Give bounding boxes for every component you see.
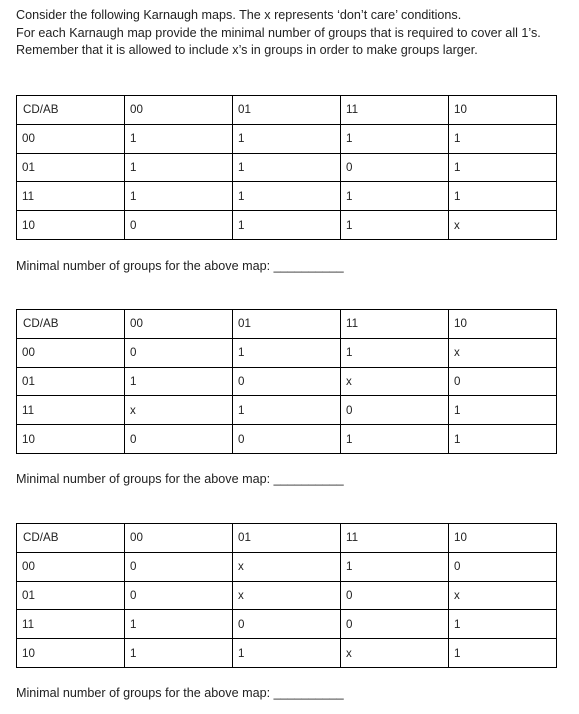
kmap-row — [17, 396, 557, 425]
kmap-row-label: 00 — [17, 552, 125, 581]
kmap-column-header: 00 — [125, 310, 233, 339]
kmap-row — [17, 639, 557, 668]
kmap-cell: 1 — [125, 367, 233, 396]
kmap-cell: 1 — [233, 124, 341, 153]
kmap-cell: 1 — [449, 396, 557, 425]
kmap-column-header: 01 — [233, 96, 341, 125]
instructions-line-1: Consider the following Karnaugh maps. The x represents ‘don’t care’ conditions. — [16, 8, 462, 22]
karnaugh-map-3 — [16, 523, 557, 668]
kmap-cell: 0 — [341, 153, 449, 182]
kmap-row — [17, 338, 557, 367]
answer-prompt-2: Minimal number of groups for the above map: __________ — [16, 472, 344, 486]
kmap-cell: 1 — [341, 552, 449, 581]
kmap-column-header: 00 — [125, 96, 233, 125]
kmap-cell: 0 — [125, 552, 233, 581]
kmap-cell: 1 — [125, 182, 233, 211]
kmap-row — [17, 610, 557, 639]
kmap-cell: 1 — [341, 338, 449, 367]
kmap-cell: 1 — [341, 211, 449, 240]
kmap-row-label: 10 — [17, 211, 125, 240]
kmap-cell: 1 — [233, 396, 341, 425]
kmap-column-header: 00 — [125, 524, 233, 553]
kmap-cell: 1 — [449, 639, 557, 668]
kmap-row-label: 11 — [17, 182, 125, 211]
kmap-cell: 1 — [449, 153, 557, 182]
kmap-row-label: 00 — [17, 124, 125, 153]
answer-prompt-3: Minimal number of groups for the above map: __________ — [16, 686, 344, 700]
kmap-cell: 1 — [233, 153, 341, 182]
kmap-cell: x — [341, 367, 449, 396]
kmap-cell: x — [449, 581, 557, 610]
karnaugh-map-2 — [16, 309, 557, 454]
kmap-cell: 0 — [233, 610, 341, 639]
kmap-cell: 1 — [233, 338, 341, 367]
kmap-column-header: 11 — [341, 96, 449, 125]
kmap-cell: 1 — [449, 425, 557, 454]
kmap-row — [17, 367, 557, 396]
kmap-cell: 1 — [125, 639, 233, 668]
kmap-column-header: 01 — [233, 524, 341, 553]
kmap-cell: 1 — [341, 124, 449, 153]
kmap-row — [17, 182, 557, 211]
kmap-cell: 1 — [449, 182, 557, 211]
kmap-header-row — [17, 310, 557, 339]
kmap-row-label: 01 — [17, 153, 125, 182]
kmap-row — [17, 425, 557, 454]
kmap-cell: 1 — [233, 639, 341, 668]
kmap-cell: 1 — [125, 153, 233, 182]
kmap-row-label: 01 — [17, 581, 125, 610]
kmap-cell: x — [449, 211, 557, 240]
kmap-header-row — [17, 524, 557, 553]
kmap-row-label: 10 — [17, 425, 125, 454]
kmap-row — [17, 552, 557, 581]
kmap-cell: 0 — [341, 610, 449, 639]
kmap-cell: 1 — [233, 211, 341, 240]
kmap-row — [17, 211, 557, 240]
kmap-cell: x — [449, 338, 557, 367]
instructions-line-2: For each Karnaugh map provide the minimal number of groups that is required to cover all 1’s. Remember that it is allowed to include x’s in groups in order to make groups larger. — [16, 25, 541, 57]
kmap-cell: 0 — [125, 338, 233, 367]
kmap-cell: 0 — [233, 367, 341, 396]
kmap-cell: 1 — [449, 610, 557, 639]
kmap-cell: x — [341, 639, 449, 668]
kmap-row-label: 10 — [17, 639, 125, 668]
kmap-cell: 0 — [341, 581, 449, 610]
kmap-column-header: 10 — [449, 96, 557, 125]
karnaugh-map-1 — [16, 95, 557, 240]
kmap-cell: 1 — [233, 182, 341, 211]
kmap-corner-label: CD/AB — [17, 310, 125, 339]
kmap-cell: 0 — [125, 425, 233, 454]
kmap-cell: 0 — [449, 367, 557, 396]
kmap-cell: 1 — [341, 425, 449, 454]
kmap-column-header: 11 — [341, 310, 449, 339]
kmap-row — [17, 153, 557, 182]
kmap-cell: 0 — [125, 211, 233, 240]
kmap-corner-label: CD/AB — [17, 524, 125, 553]
kmap-row-label: 01 — [17, 367, 125, 396]
kmap-row — [17, 124, 557, 153]
kmap-corner-label: CD/AB — [17, 96, 125, 125]
kmap-cell: 1 — [341, 182, 449, 211]
kmap-column-header: 01 — [233, 310, 341, 339]
kmap-column-header: 11 — [341, 524, 449, 553]
kmap-cell: x — [125, 396, 233, 425]
kmap-column-header: 10 — [449, 524, 557, 553]
kmap-cell: x — [233, 552, 341, 581]
answer-prompt-1: Minimal number of groups for the above map: __________ — [16, 259, 344, 273]
kmap-row-label: 11 — [17, 610, 125, 639]
kmap-cell: 1 — [125, 610, 233, 639]
kmap-row — [17, 581, 557, 610]
instructions — [16, 7, 564, 60]
kmap-header-row — [17, 96, 557, 125]
kmap-cell: 0 — [125, 581, 233, 610]
kmap-row-label: 11 — [17, 396, 125, 425]
kmap-cell: 0 — [233, 425, 341, 454]
kmap-cell: 0 — [449, 552, 557, 581]
kmap-row-label: 00 — [17, 338, 125, 367]
kmap-cell: 1 — [449, 124, 557, 153]
kmap-column-header: 10 — [449, 310, 557, 339]
kmap-cell: 0 — [341, 396, 449, 425]
kmap-cell: 1 — [125, 124, 233, 153]
kmap-cell: x — [233, 581, 341, 610]
